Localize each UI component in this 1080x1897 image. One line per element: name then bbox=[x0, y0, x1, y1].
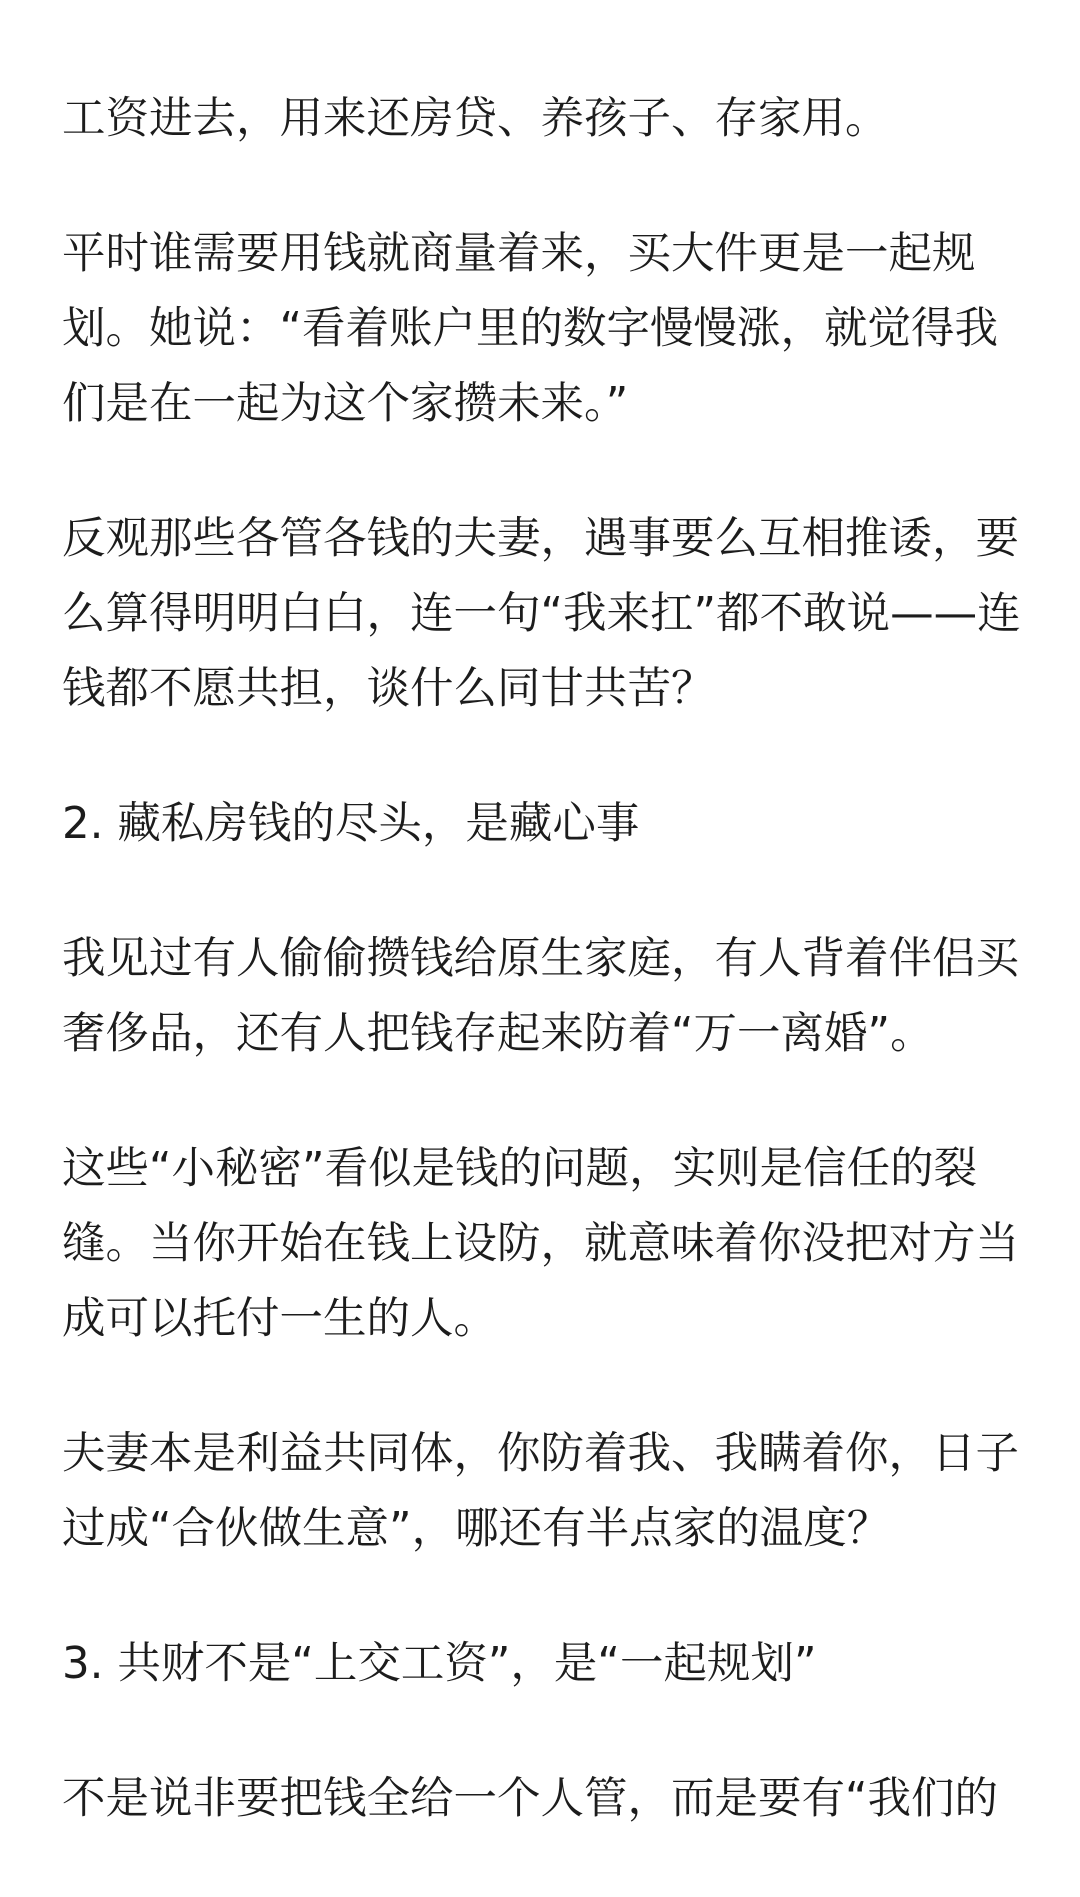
paragraph-separate-finances: 反观那些各管各钱的夫妻，遇事要么互相推诿，要么算得明明白白，连一句“我来扛”都不敢说——连钱都不愿共担，谈什么同甘共苦？ bbox=[62, 514, 1021, 714]
section-heading-3: 3. 共财不是“上交工资”，是“一起规划” bbox=[62, 1639, 817, 1689]
paragraph-planning-quote: 平时谁需要用钱就商量着来，买大件更是一起规划。她说：“看着账户里的数字慢慢涨，就觉得我们是在一起为这个家攒未来。” bbox=[62, 229, 999, 429]
article-body bbox=[62, 82, 1032, 1897]
paragraph-trust-cracks: 这些“小秘密”看似是钱的问题，实则是信任的裂缝。当你开始在钱上设防，就意味着你没把对方当成可以托付一生的人。 bbox=[62, 1144, 1019, 1344]
paragraph-our-money: 不是说非要把钱全给一个人管，而是要有“我们的 bbox=[62, 1774, 999, 1824]
paragraph-secret-savings: 我见过有人偷偷攒钱给原生家庭，有人背着伴侣买奢侈品，还有人把钱存起来防着“万一离婚”。 bbox=[62, 934, 1019, 1059]
paragraph-salary: 工资进去，用来还房贷、养孩子、存家用。 bbox=[62, 94, 889, 144]
section-heading-2: 2. 藏私房钱的尽头，是藏心事 bbox=[62, 799, 640, 849]
paragraph-shared-interests: 夫妻本是利益共同体，你防着我、我瞒着你，日子过成“合伙做生意”，哪还有半点家的温度？ bbox=[62, 1429, 1019, 1554]
